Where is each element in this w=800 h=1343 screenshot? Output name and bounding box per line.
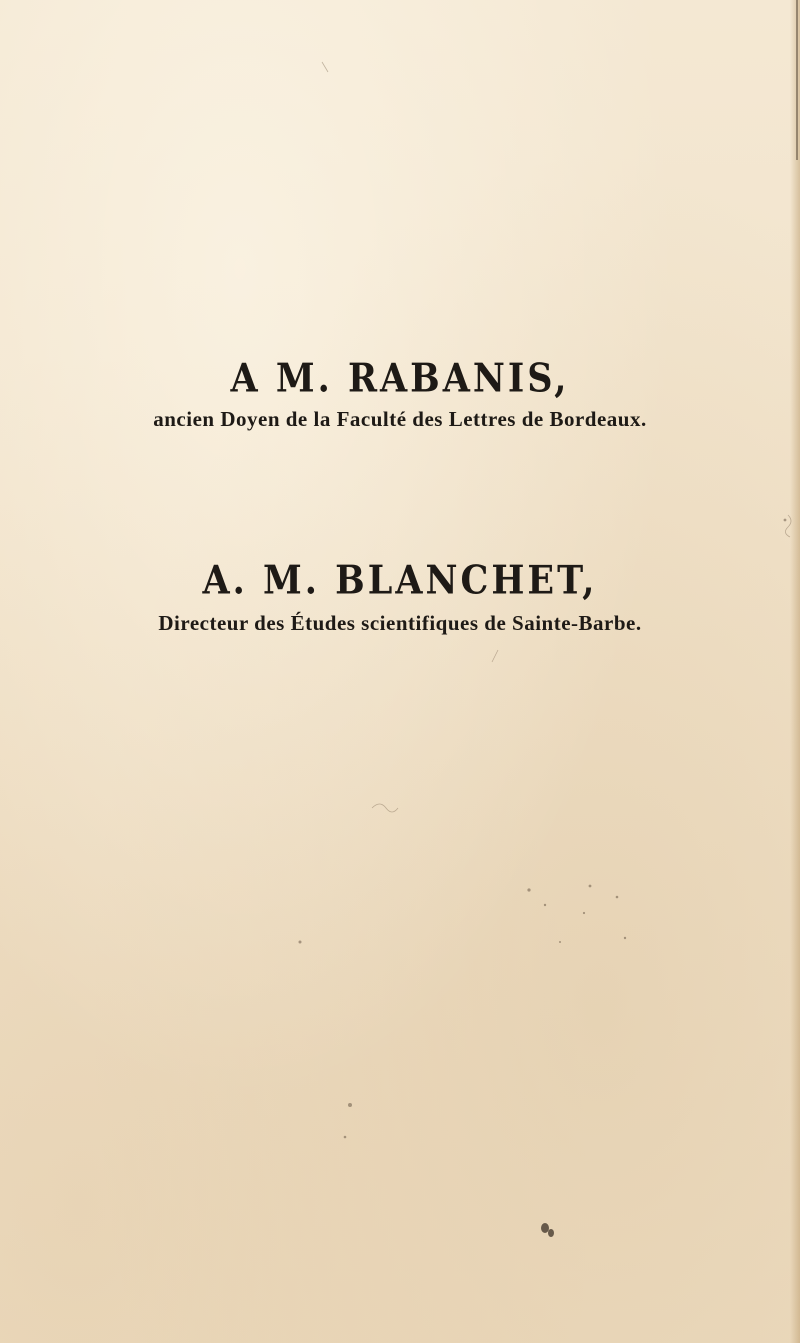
dedication-name: A. M. BLANCHET,: [202, 557, 598, 604]
dedication-title: Directeur des Études scientifiques de Sainte-Barbe.: [158, 611, 642, 635]
dedication-title: ancien Doyen de la Faculté des Lettres de Bordeaux.: [153, 407, 647, 431]
dedication-name: A M. RABANIS,: [230, 355, 570, 402]
